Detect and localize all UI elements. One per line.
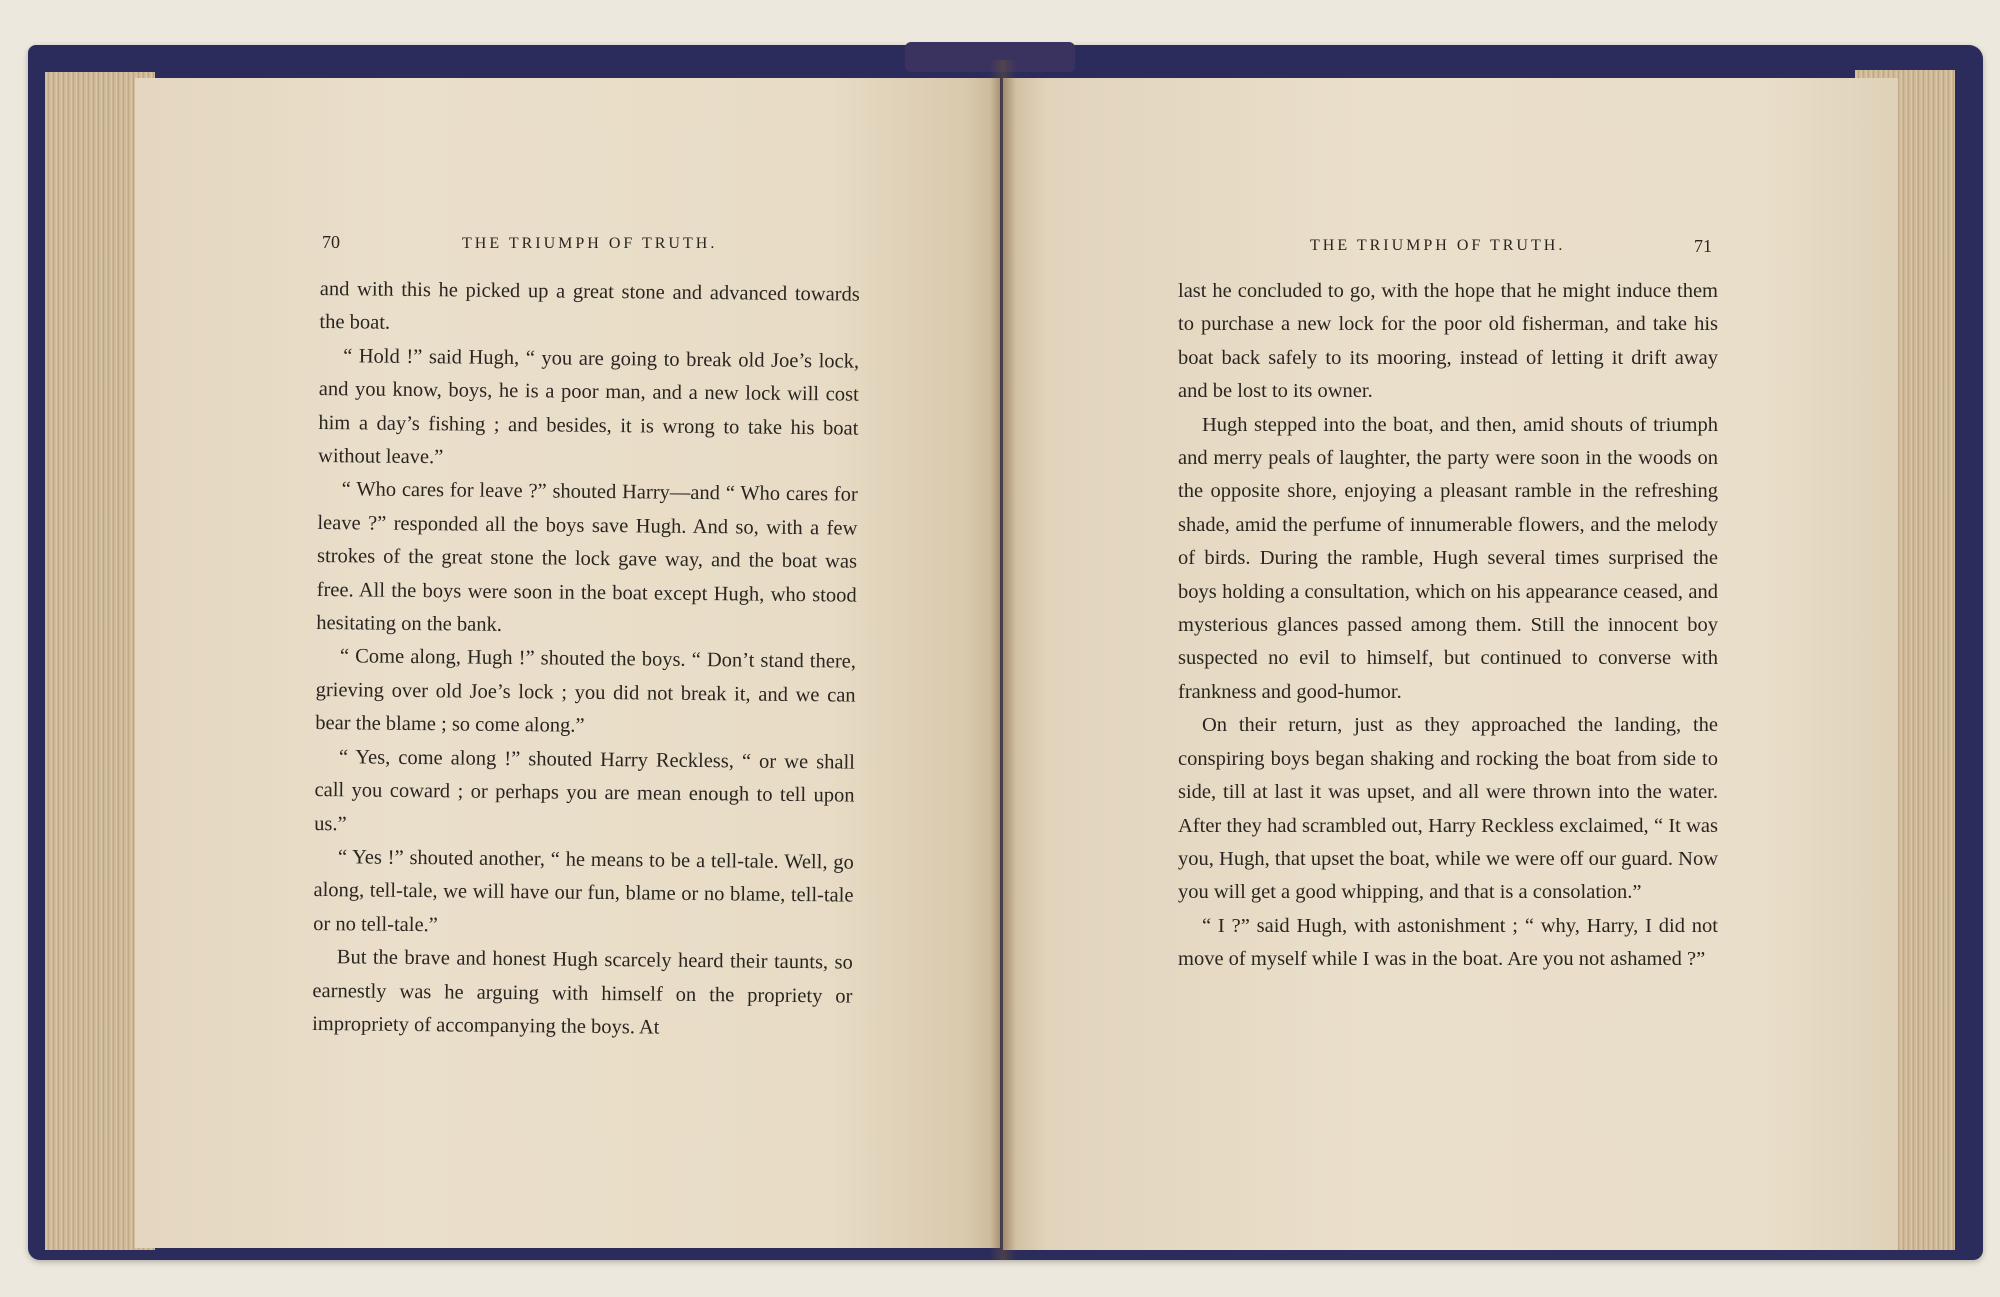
paragraph: “ Yes !” shouted another, “ he means to be a tell-tale. Well, go along, tell-tale, we will have our fun, blame or no blame, tell-tale or no tell-tale.”: [313, 846, 854, 936]
right-page-text: [1178, 275, 1718, 977]
paragraph: Hugh stepped into the boat, and then, amid shouts of triumph and merry peals of laughter, the party were soon in the woods on the opposite shore, enjoying a pleasant ramble in the refreshing shade, amid the perfume of innumerable flowers, and the melody of birds. During the ramble, Hugh several times surprised the boys holding a consultation, which on his appearance ceased, and mysterious glances passed among them. Still the innocent boy suspected no evil to himself, but continued to converse with frankness and good-humor.: [1178, 413, 1718, 703]
paragraph: On their return, just as they approached the landing, the conspiring boys began shaking and rocking the boat from side to side, till at last it was upset, and all were thrown into the water. After they had scrambled out, Harry Reckless exclaimed, “ It was you, Hugh, that upset the boat, while we were off our guard. Now you will get a good whipping, and that is a consolation.”: [1178, 714, 1718, 904]
paragraph: “ Hold !” said Hugh, “ you are going to break old Joe’s lock, and you know, boys, he is a poor man, and a new lock will cost him a day’s fishing ; and besides, it is wrong to take his boat without leave.”: [317, 345, 860, 469]
paragraph: But the brave and honest Hugh scarcely heard their taunts, so earnestly was he arguing with himself on the propriety or impropriety of accompanying the boys. At: [312, 946, 853, 1039]
paragraph: “ I ?” said Hugh, with astonishment ; “ why, Harry, I did not move of myself while I was in the boat. Are you not ashamed ?”: [1178, 914, 1718, 971]
paragraph: last he concluded to go, with the hope that he might induce them to purchase a new lock for the poor old fisherman, and take his boat back safely to its mooring, instead of letting it drift away and be lost to its owner.: [1178, 280, 1718, 403]
paragraph: “ Who cares for leave ?” shouted Harry—and “ Who cares for leave ?” responded all the boys save Hugh. And so, with a few strokes of the great stone the lock gave way, and the boat was free. All the boys were soon in the boat except Hugh, who stood hesitating on the bank.: [316, 478, 858, 636]
left-page-text: [312, 273, 860, 1047]
paragraph: and with this he picked up a great stone and advanced towards the boat.: [319, 277, 860, 335]
book-gutter: [990, 60, 1016, 1260]
paragraph: “ Yes, come along !” shouted Harry Reckless, “ or we shall call you coward ; or perhaps you are mean enough to tell upon us.”: [314, 745, 856, 835]
left-page-number: 70: [322, 232, 340, 252]
left-running-header: THE TRIUMPH OF TRUTH.: [462, 235, 718, 252]
right-page-number: 71: [1694, 236, 1712, 256]
paragraph: “ Come along, Hugh !” shouted the boys. “ Don’t stand there, grieving over old Joe’s lock ; you did not break it, and we can bear the blame ; so come along.”: [315, 645, 857, 738]
right-running-header: THE TRIUMPH OF TRUTH.: [1310, 237, 1566, 254]
